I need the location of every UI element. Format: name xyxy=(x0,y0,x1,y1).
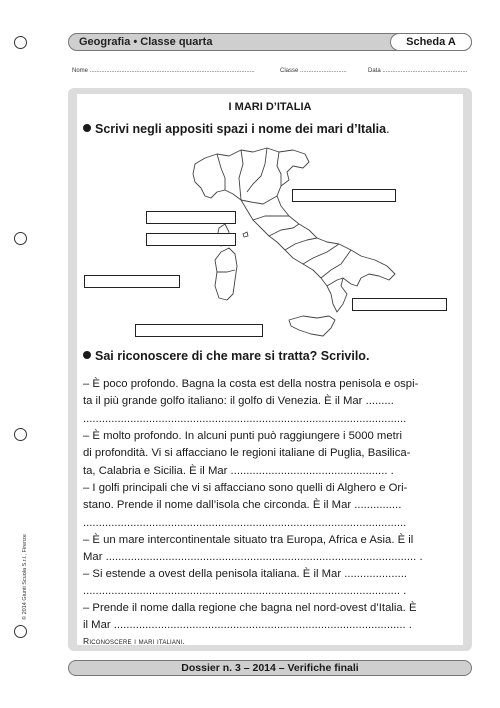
instruction-1: Scrivi negli appositi spazi i nome dei mari d’Italia. xyxy=(83,122,390,136)
sea-answer-box[interactable] xyxy=(146,233,236,246)
header-bar xyxy=(68,33,472,51)
data-field[interactable]: Data ................................................... xyxy=(368,68,468,74)
question-4: – È un mare intercontinentale situato tra Europa, Africa e Asia. È il Mar ................................................................................................... . xyxy=(83,534,423,564)
question-6: – Prende il nome dalla regione che bagna nel nord-ovest d’Italia. È il Mar ............................................................................................. . xyxy=(83,602,417,632)
scheda-label: Scheda A xyxy=(390,33,472,51)
sea-answer-box[interactable] xyxy=(135,324,263,337)
learning-objective: Riconoscere i mari italiani. xyxy=(83,636,186,646)
question-2: – È molto profondo. In alcuni punti può raggiungere i 5000 metri di profondità. Vi si affacciano le regioni italiane di Puglia, Basilica- ta, Calabria e Sicilia. È il Mar .................................................. . xyxy=(83,430,411,477)
sea-answer-box[interactable] xyxy=(146,211,236,224)
footer-bar: Dossier n. 3 – 2014 – Verifiche finali xyxy=(68,660,472,676)
question-1: – È poco profondo. Bagna la costa est della nostra penisola e ospi- ta il più grande golfo italiano: il golfo di Venezia. È il Mar ......... ....................................................................................................... xyxy=(83,378,419,425)
instruction-2: Sai riconoscere di che mare si tratta? Scrivilo. xyxy=(83,349,369,363)
question-5: – Si estende a ovest della penisola italiana. È il Mar .................... ..................................................................................................... . xyxy=(83,568,408,598)
binder-hole-icon xyxy=(14,36,27,49)
nome-field[interactable]: Nome ................................................................................................... xyxy=(72,68,255,74)
sea-answer-box[interactable] xyxy=(292,189,396,202)
bullet-icon xyxy=(83,351,91,359)
binder-hole-icon xyxy=(14,428,27,441)
sea-answer-box[interactable] xyxy=(84,275,180,288)
binder-hole-icon xyxy=(14,232,27,245)
classe-field[interactable]: Classe ............................ xyxy=(280,68,347,74)
copyright-text: © 2014 Giunti Scuola S.r.l., Firenze xyxy=(22,534,28,620)
question-3: – I golfi principali che vi si affacciano sono quelli di Alghero e Ori- stano. Prende il nome dall’isola che circonda. È il Mar ............... ....................................................................................................... xyxy=(83,482,408,529)
worksheet-content xyxy=(77,94,463,645)
bullet-icon xyxy=(83,124,91,132)
header-title: Geografia • Classe quarta xyxy=(79,36,213,48)
student-info-row xyxy=(68,68,472,78)
page-title: I MARI D’ITALIA xyxy=(228,101,312,113)
sea-answer-box[interactable] xyxy=(352,298,447,311)
worksheet-panel xyxy=(68,88,472,651)
binder-hole-icon xyxy=(14,625,27,638)
